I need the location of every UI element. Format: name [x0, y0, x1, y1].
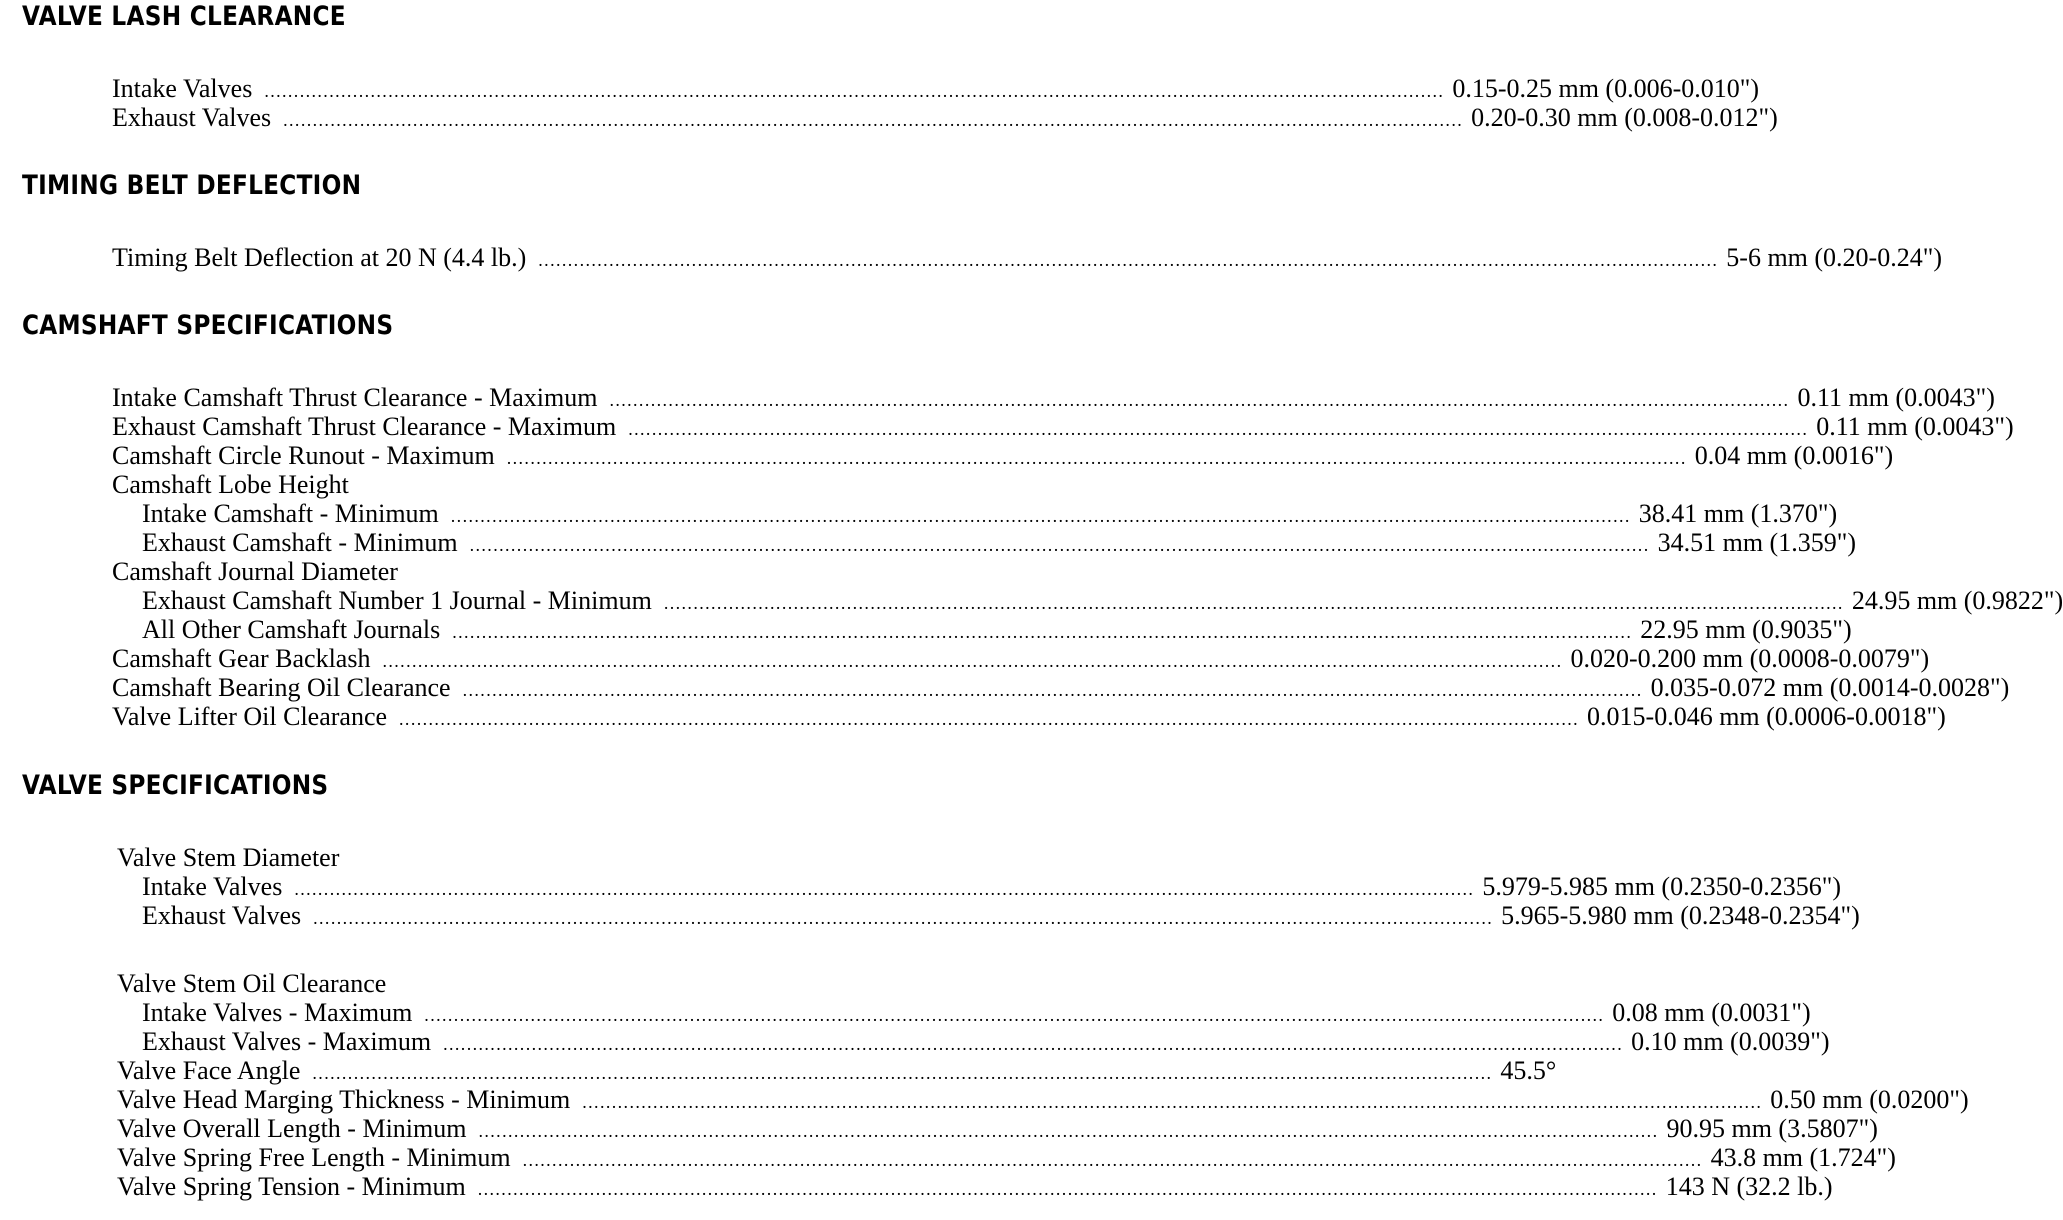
leader-dots: ........................................................................................................................................................................................................	[506, 448, 1687, 468]
spec-value: 5.979-5.985 mm (0.2350-0.2356")	[1482, 872, 1842, 901]
leader-dots: ........................................................................................................................................................................................................	[538, 250, 1719, 270]
spec-value: 0.10 mm (0.0039")	[1631, 1027, 1830, 1056]
subheading-stem-oil-clearance: Valve Stem Oil Clearance	[117, 969, 387, 998]
heading-valve-lash-clearance: VALVE LASH CLEARANCE	[22, 1, 346, 32]
leader-dots: ........................................................................................................................................................................................................	[382, 651, 1563, 671]
spec-label: All Other Camshaft Journals	[142, 615, 441, 644]
spec-value: 0.50 mm (0.0200")	[1770, 1085, 1969, 1114]
spec-row-stem-intake	[142, 872, 1842, 901]
spec-label: Exhaust Camshaft Thrust Clearance - Maximum	[112, 412, 617, 441]
spec-row-intake-thrust	[112, 383, 1995, 412]
spec-value: 5-6 mm (0.20-0.24")	[1726, 243, 1942, 272]
spec-value: 34.51 mm (1.359")	[1657, 528, 1856, 557]
spec-row-lash-intake	[112, 74, 1760, 103]
spec-label: Intake Camshaft - Minimum	[142, 499, 439, 528]
spec-value: 22.95 mm (0.9035")	[1640, 615, 1852, 644]
spec-value: 43.8 mm (1.724")	[1710, 1143, 1896, 1172]
spec-label: Timing Belt Deflection at 20 N (4.4 lb.)	[112, 243, 527, 272]
spec-row-exhaust-thrust	[112, 412, 2014, 441]
leader-dots: ........................................................................................................................................................................................................	[478, 1121, 1659, 1141]
spec-row-gear-backlash	[112, 644, 1930, 673]
leader-dots: ........................................................................................................................................................................................................	[313, 908, 1494, 928]
spec-label: Camshaft Gear Backlash	[112, 644, 371, 673]
spec-label: Camshaft Circle Runout - Maximum	[112, 441, 495, 470]
spec-label: Intake Camshaft Thrust Clearance - Maximum	[112, 383, 598, 412]
spec-row-lobe-exhaust	[142, 528, 1856, 557]
spec-value: 24.95 mm (0.9822")	[1851, 586, 2063, 615]
spec-row-circle-runout	[112, 441, 1894, 470]
leader-dots: ........................................................................................................................................................................................................	[663, 593, 1844, 613]
spec-value: 0.015-0.046 mm (0.0006-0.0018")	[1587, 702, 1946, 731]
spec-row-journal-number-1	[142, 586, 2063, 615]
leader-dots: ........................................................................................................................................................................................................	[443, 1034, 1624, 1054]
spec-label: Exhaust Camshaft Number 1 Journal - Minimum	[142, 586, 652, 615]
spec-label: Intake Valves - Maximum	[142, 998, 413, 1027]
spec-row-head-margin	[117, 1085, 1969, 1114]
spec-value: 0.11 mm (0.0043")	[1816, 412, 2014, 441]
spec-value: 143 N (32.2 lb.)	[1665, 1172, 1833, 1201]
subheading-journal-diameter: Camshaft Journal Diameter	[112, 557, 398, 586]
spec-row-stem-exhaust	[142, 901, 1860, 930]
leader-dots: ........................................................................................................................................................................................................	[477, 1179, 1658, 1199]
spec-row-oil-exhaust	[142, 1027, 1830, 1056]
spec-value: 0.035-0.072 mm (0.0014-0.0028")	[1650, 673, 2010, 702]
spec-row-face-angle	[117, 1056, 1557, 1085]
spec-value: 45.5°	[1500, 1056, 1557, 1085]
leader-dots: ........................................................................................................................................................................................................	[522, 1150, 1703, 1170]
spec-label: Valve Lifter Oil Clearance	[112, 702, 388, 731]
heading-timing-belt-deflection: TIMING BELT DEFLECTION	[22, 170, 362, 201]
spec-value: 0.20-0.30 mm (0.008-0.012")	[1471, 103, 1778, 132]
spec-value: 0.04 mm (0.0016")	[1694, 441, 1894, 470]
leader-dots: ........................................................................................................................................................................................................	[609, 390, 1790, 410]
leader-dots: ........................................................................................................................................................................................................	[264, 81, 1445, 101]
spec-value: 38.41 mm (1.370")	[1638, 499, 1838, 528]
spec-row-timing-belt	[112, 243, 1942, 272]
spec-label: Exhaust Valves	[142, 901, 302, 930]
spec-label: Camshaft Bearing Oil Clearance	[112, 673, 451, 702]
subheading-lobe-height: Camshaft Lobe Height	[112, 470, 349, 499]
spec-row-lobe-intake	[142, 499, 1838, 528]
leader-dots: ........................................................................................................................................................................................................	[462, 680, 1643, 700]
spec-row-spring-free-length	[117, 1143, 1896, 1172]
leader-dots: ........................................................................................................................................................................................................	[452, 622, 1633, 642]
spec-label: Valve Face Angle	[117, 1056, 301, 1085]
leader-dots: ........................................................................................................................................................................................................	[450, 506, 1631, 526]
spec-row-lash-exhaust	[112, 103, 1778, 132]
spec-label: Valve Spring Tension - Minimum	[117, 1172, 466, 1201]
spec-row-lifter-oil	[112, 702, 1946, 731]
spec-label: Valve Spring Free Length - Minimum	[117, 1143, 511, 1172]
spec-label: Exhaust Camshaft - Minimum	[142, 528, 458, 557]
heading-valve-specifications: VALVE SPECIFICATIONS	[22, 770, 329, 801]
leader-dots: ........................................................................................................................................................................................................	[283, 110, 1464, 130]
spec-row-spring-tension	[117, 1172, 1833, 1201]
subheading-stem-diameter: Valve Stem Diameter	[117, 843, 340, 872]
leader-dots: ........................................................................................................................................................................................................	[628, 419, 1809, 439]
spec-label: Intake Valves	[112, 74, 253, 103]
spec-row-oil-intake	[142, 998, 1811, 1027]
leader-dots: ........................................................................................................................................................................................................	[582, 1092, 1763, 1112]
leader-dots: ........................................................................................................................................................................................................	[399, 709, 1580, 729]
spec-label: Valve Overall Length - Minimum	[117, 1114, 467, 1143]
spec-label: Valve Head Marging Thickness - Minimum	[117, 1085, 571, 1114]
spec-row-journal-other	[142, 615, 1852, 644]
spec-label: Exhaust Valves	[112, 103, 272, 132]
heading-camshaft-specifications: CAMSHAFT SPECIFICATIONS	[22, 310, 394, 341]
spec-value: 0.11 mm (0.0043")	[1797, 383, 1995, 412]
leader-dots: ........................................................................................................................................................................................................	[294, 879, 1475, 899]
spec-label: Intake Valves	[142, 872, 283, 901]
spec-value: 0.020-0.200 mm (0.0008-0.0079")	[1570, 644, 1930, 673]
spec-value: 0.08 mm (0.0031")	[1612, 998, 1811, 1027]
spec-label: Exhaust Valves - Maximum	[142, 1027, 432, 1056]
leader-dots: ........................................................................................................................................................................................................	[469, 535, 1650, 555]
spec-row-bearing-oil	[112, 673, 2010, 702]
spec-row-overall-length	[117, 1114, 1878, 1143]
spec-value: 5.965-5.980 mm (0.2348-0.2354")	[1501, 901, 1860, 930]
leader-dots: ........................................................................................................................................................................................................	[424, 1005, 1605, 1025]
spec-value: 0.15-0.25 mm (0.006-0.010")	[1452, 74, 1760, 103]
leader-dots: ........................................................................................................................................................................................................	[312, 1063, 1493, 1083]
spec-value: 90.95 mm (3.5807")	[1666, 1114, 1878, 1143]
